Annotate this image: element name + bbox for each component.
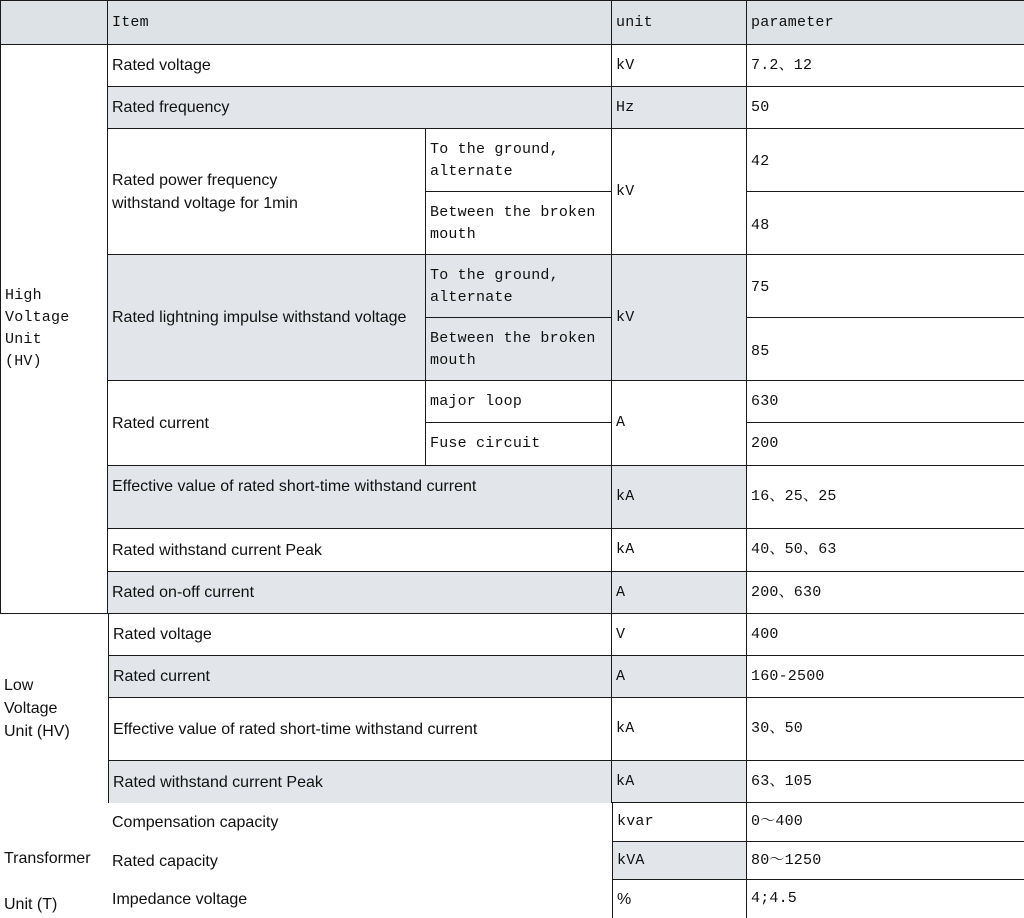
hv-param-pf-broken-mouth: 48: [747, 192, 1024, 255]
lv-param-rated-current: 160-2500: [747, 656, 1024, 698]
tr-item-impedance-voltage: Impedance voltage: [112, 890, 248, 908]
group-label-hv-text: High Voltage Unit (HV): [5, 287, 70, 370]
hv-item-lightning-impulse-text: Rated lightning impulse withstand voltage: [112, 309, 407, 326]
header-parameter: parameter: [747, 0, 1024, 45]
hv-item-rated-frequency: Rated frequency: [108, 87, 612, 129]
group-label-transformer-line1: Transformer: [4, 850, 91, 867]
hv-sub-li-broken-mouth: Between the broken mouth: [426, 318, 612, 381]
hv-item-power-frequency-withstand: [108, 129, 426, 255]
lv-item-rated-voltage: Rated voltage: [108, 614, 612, 656]
hv-unit-lightning-impulse: kV: [612, 255, 747, 381]
tr-unit-rated-capacity: kVA: [612, 842, 747, 880]
group-label-lv: [0, 614, 108, 803]
lv-item-rated-current: Rated current: [108, 656, 612, 698]
group-label-lv-text: Low Voltage Unit (HV): [4, 677, 70, 740]
hv-param-li-broken-mouth: 85: [747, 318, 1024, 381]
hv-param-li-ground: 75: [747, 255, 1024, 318]
hv-param-on-off-current: 200、630: [747, 572, 1024, 614]
lv-unit-rated-current: A: [612, 656, 747, 698]
lv-unit-compensation-capacity: kvar: [612, 803, 747, 842]
tr-param-impedance-voltage: 4;4.5: [751, 890, 798, 907]
tr-unit-impedance-voltage: %: [612, 880, 747, 918]
hv-param-rated-frequency: 50: [747, 87, 1024, 129]
hv-param-withstand-peak: 40、50、63: [747, 529, 1024, 572]
header-unit: unit: [612, 0, 747, 45]
header-blank: [0, 0, 108, 45]
lv-unit-rated-voltage: V: [612, 614, 747, 656]
hv-param-rated-voltage: 7.2、12: [747, 45, 1024, 87]
hv-item-rated-voltage: Rated voltage: [108, 45, 612, 87]
hv-sub-li-ground: To the ground, alternate: [426, 255, 612, 318]
lv-compensation-gap: [0, 803, 108, 842]
lv-item-compensation-capacity: Compensation capacity: [112, 814, 279, 831]
tr-param-rated-capacity: 80～1250: [747, 842, 1024, 880]
lv-item-short-time-withstand: Effective value of rated short-time withstand current: [108, 698, 612, 761]
hv-item-withstand-peak: Rated withstand current Peak: [108, 529, 612, 572]
lv-param-short-time-withstand: 30、50: [747, 698, 1024, 761]
lv-unit-short-time-withstand: kA: [612, 698, 747, 761]
hv-param-major-loop: 630: [747, 381, 1024, 423]
hv-item-on-off-current: Rated on-off current: [108, 572, 612, 614]
group-label-transformer: [0, 842, 108, 918]
hv-item-short-time-withstand: Effective value of rated short-time withstand current: [108, 466, 612, 529]
hv-sub-fuse-circuit: Fuse circuit: [426, 423, 612, 466]
hv-unit-rated-frequency: Hz: [612, 87, 747, 129]
hv-unit-short-time-withstand: kA: [612, 466, 747, 529]
tr-item-rated-capacity: Rated capacity: [112, 852, 218, 870]
hv-sub-pf-ground: To the ground, alternate: [426, 129, 612, 192]
header-item: Item: [108, 0, 612, 45]
hv-unit-power-frequency-withstand: kV: [612, 129, 747, 255]
hv-unit-withstand-peak: kA: [612, 529, 747, 572]
hv-sub-major-loop: major loop: [426, 381, 612, 423]
lv-item-withstand-peak: Rated withstand current Peak: [108, 761, 612, 803]
hv-item-power-frequency-withstand-text: Rated power frequency withstand voltage for 1min: [112, 171, 298, 212]
hv-unit-on-off-current: A: [612, 572, 747, 614]
lv-param-rated-voltage: 400: [747, 614, 1024, 656]
lv-unit-withstand-peak: kA: [612, 761, 747, 803]
group-label-transformer-line2: Unit (T): [4, 896, 58, 913]
hv-param-short-time-withstand: 16、25、25: [747, 466, 1024, 529]
lv-param-withstand-peak: 63、105: [747, 761, 1024, 803]
hv-unit-rated-voltage: kV: [612, 45, 747, 87]
hv-param-fuse-circuit: 200: [747, 423, 1024, 466]
hv-item-rated-current: Rated current: [108, 381, 426, 466]
hv-param-pf-ground: 42: [747, 129, 1024, 192]
group-label-hv: [0, 45, 108, 614]
hv-item-lightning-impulse: [108, 255, 426, 381]
hv-sub-pf-broken-mouth: Between the broken mouth: [426, 192, 612, 255]
lv-param-compensation-capacity: 0～400: [747, 803, 1024, 842]
hv-unit-rated-current: A: [612, 381, 747, 466]
